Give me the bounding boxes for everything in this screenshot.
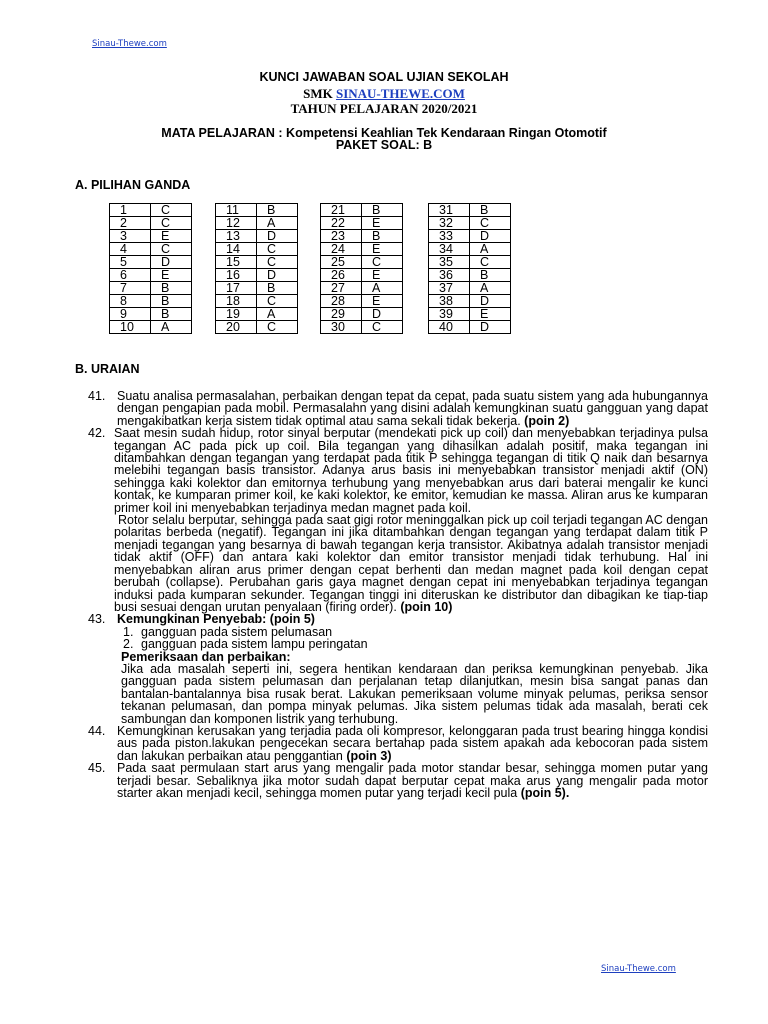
question-number-cell: 30 <box>321 321 362 334</box>
question-number-cell: 17 <box>216 282 257 295</box>
answer-row <box>216 217 298 230</box>
answer-letter-cell: D <box>362 308 403 321</box>
question-number-cell: 20 <box>216 321 257 334</box>
question-45 <box>88 762 708 799</box>
document-title: KUNCI JAWABAN SOAL UJIAN SEKOLAH <box>259 70 509 84</box>
question-number-cell: 37 <box>429 282 470 295</box>
answer-letter-cell: E <box>151 230 192 243</box>
question-42 <box>88 427 708 613</box>
answer-letter-cell: C <box>362 256 403 269</box>
answer-row <box>216 256 298 269</box>
question-number-cell: 29 <box>321 308 362 321</box>
answer-row <box>216 230 298 243</box>
answer-row <box>429 256 511 269</box>
question-43 <box>88 613 708 725</box>
answer-letter-cell: A <box>470 282 511 295</box>
question-number-cell: 11 <box>216 204 257 217</box>
question-number-cell: 14 <box>216 243 257 256</box>
question-number-cell: 18 <box>216 295 257 308</box>
answer-row <box>321 243 403 256</box>
repair-heading: Pemeriksaan dan perbaikan: <box>121 649 291 664</box>
question-number-cell: 36 <box>429 269 470 282</box>
answer-row <box>321 269 403 282</box>
answer-letter-cell: B <box>362 204 403 217</box>
answer-row <box>110 295 192 308</box>
answer-letter-cell: E <box>362 295 403 308</box>
answer-letter-cell: B <box>151 295 192 308</box>
answer-row <box>110 230 192 243</box>
answer-letter-cell: E <box>151 269 192 282</box>
answer-table-4 <box>428 203 511 334</box>
answer-row <box>321 295 403 308</box>
answer-letter-cell: D <box>470 321 511 334</box>
answer-row <box>216 308 298 321</box>
answer-row <box>321 230 403 243</box>
bottom-site-link[interactable]: Sinau-Thewe.com <box>601 964 676 974</box>
answer-letter-cell: B <box>257 204 298 217</box>
answer-letter-cell: D <box>470 295 511 308</box>
question-number: 44. <box>88 723 106 738</box>
answer-letter-cell: E <box>362 269 403 282</box>
answer-letter-cell: C <box>151 243 192 256</box>
answer-row <box>110 269 192 282</box>
answer-row <box>429 269 511 282</box>
question-number-cell: 15 <box>216 256 257 269</box>
answer-paragraph-2: Rotor selalu berputar, sehingga pada saat gigi rotor meninggalkan pick up coil terjadi tegangan AC dengan polaritas berbeda (negatif). Tegangan ini jika ditambahkan dengan tegangan yang terdapat dalam titik P menjadi tegangan yang besarnya di bawah tegangan kerja transistor. Akibatnya adalah transistor menjadi tidak aktif (OFF) dan antara kaki kolektor dan emitor transistor menjadi tidak terhubung. Hal ini menyebabkan aliran arus primer dengan cepat berhenti dan medan magnet pada koil dengan cepat berubah (collapse). Perubahan garis gaya magnet dengan cepat ini menyebabkan terjadinya tegangan induksi pada kumparan sekunder. Tegangan tinggi ini diteruskan ke distributor dan dibagikan ke tiap-tiap busi sesuai dengan urutan penyalaan (firing order). <box>114 513 708 614</box>
question-number-cell: 28 <box>321 295 362 308</box>
question-number-cell: 4 <box>110 243 151 256</box>
question-number-cell: 24 <box>321 243 362 256</box>
answer-row <box>110 256 192 269</box>
answer-letter-cell: E <box>470 308 511 321</box>
question-number-cell: 31 <box>429 204 470 217</box>
points: (poin 10) <box>400 599 453 614</box>
answer-row <box>110 308 192 321</box>
answer-row <box>321 308 403 321</box>
question-number-cell: 21 <box>321 204 362 217</box>
question-number-cell: 3 <box>110 230 151 243</box>
answer-letter-cell: C <box>257 243 298 256</box>
package-line: PAKET SOAL: B <box>335 138 433 152</box>
answer-row <box>429 217 511 230</box>
answer-letter-cell: B <box>362 230 403 243</box>
question-number-cell: 38 <box>429 295 470 308</box>
answer-row <box>429 295 511 308</box>
academic-year: TAHUN PELAJARAN 2020/2021 <box>290 101 478 116</box>
school-line <box>0 86 768 102</box>
list-text: gangguan pada sistem pelumasan <box>141 624 333 639</box>
answer-table-3 <box>320 203 403 334</box>
answer-letter-cell: C <box>470 217 511 230</box>
question-number-cell: 10 <box>110 321 151 334</box>
answer-letter-cell: E <box>362 217 403 230</box>
answer-letter-cell: D <box>470 230 511 243</box>
answer-letter-cell: C <box>151 217 192 230</box>
answer-row <box>321 256 403 269</box>
question-number-cell: 8 <box>110 295 151 308</box>
answer-row <box>216 269 298 282</box>
answer-letter-cell: B <box>470 269 511 282</box>
question-number-cell: 1 <box>110 204 151 217</box>
question-number: 45. <box>88 761 106 776</box>
answer-row <box>429 308 511 321</box>
answer-row <box>110 204 192 217</box>
answer-letter-cell: A <box>151 321 192 334</box>
answer-row <box>110 282 192 295</box>
question-number-cell: 27 <box>321 282 362 295</box>
answer-letter-cell: C <box>470 256 511 269</box>
answer-table-2 <box>215 203 298 334</box>
answer-letter-cell: C <box>257 295 298 308</box>
list-text: gangguan pada sistem lampu peringatan <box>141 637 368 652</box>
question-number-cell: 2 <box>110 217 151 230</box>
school-prefix: SMK <box>303 86 336 101</box>
answer-row <box>429 230 511 243</box>
answer-letter-cell: C <box>151 204 192 217</box>
points: (poin 5). <box>520 786 570 800</box>
answer-letter-cell: B <box>151 282 192 295</box>
cause-heading: Kemungkinan Penyebab: (poin 5) <box>117 612 315 627</box>
question-number-cell: 25 <box>321 256 362 269</box>
answer-row <box>321 217 403 230</box>
answer-letter-cell: E <box>362 243 403 256</box>
question-number-cell: 40 <box>429 321 470 334</box>
top-site-link[interactable]: Sinau-Thewe.com <box>92 39 167 49</box>
school-url-link[interactable]: SINAU-THEWE.COM <box>335 86 465 101</box>
answer-letter-cell: C <box>257 321 298 334</box>
list-item <box>117 638 708 650</box>
answer-row <box>429 204 511 217</box>
answer-row <box>216 282 298 295</box>
points: (poin 2) <box>524 413 570 428</box>
answer-letter-cell: A <box>257 217 298 230</box>
answer-letter-cell: D <box>151 256 192 269</box>
answer-paragraph-1: Saat mesin sudah hidup, rotor sinyal berputar (mendekati pick up coil) dan menyebabkan terjadinya pulsa tegangan AC pada pick up coil. Bila tegangan yang dihasilkan adalah positif, maka tegangan ini ditambahkan dengan tegangan yang terdapat pada titik P sehingga tegangan di titik Q naik dan besarnya melebihi tegangan basis transistor. Adanya arus basis ini menyebabkan transistor menjadi aktif (ON) sehingga kaki kolektor dan emitornya terhubung yang menyebabkan arus dari baterai mengalir ke kunci kontak, ke kumparan primer koil, ke kaki kolektor, ke emitor, kemudian ke massa. Aliran arus ke kumparan primer koil ini menyebabkan terjadinya medan magnet pada koil. <box>114 426 708 515</box>
question-number-cell: 6 <box>110 269 151 282</box>
answer-row <box>321 204 403 217</box>
answer-row <box>321 282 403 295</box>
question-41 <box>88 390 708 427</box>
subject-line: MATA PELAJARAN : Kompetensi Keahlian Tek Kendaraan Ringan Otomotif <box>161 126 607 140</box>
question-number-cell: 33 <box>429 230 470 243</box>
question-number: 43. <box>88 612 106 627</box>
question-number-cell: 5 <box>110 256 151 269</box>
answer-row <box>110 217 192 230</box>
answer-text: Suatu analisa permasalahan, perbaikan dengan tepat da cepat, pada suatu sistem yang ada hubungannya dengan pengapian pada mobil. Permasalahn yang disini adalah kemungkinan suatu gangguan yang dapat mengakibatkan kerja sistem tidak optimal atau sama sekali tidak bekerja. <box>117 389 708 428</box>
question-number-cell: 19 <box>216 308 257 321</box>
answer-row <box>216 321 298 334</box>
question-number-cell: 12 <box>216 217 257 230</box>
question-number: 41. <box>88 389 106 403</box>
answer-row <box>429 321 511 334</box>
answer-letter-cell: A <box>470 243 511 256</box>
answer-letter-cell: C <box>257 256 298 269</box>
answer-letter-cell: A <box>257 308 298 321</box>
answer-letter-cell: A <box>362 282 403 295</box>
question-number-cell: 22 <box>321 217 362 230</box>
question-number-cell: 13 <box>216 230 257 243</box>
answer-letter-cell: B <box>257 282 298 295</box>
repair-text: Jika ada masalah seperti ini, segera hentikan kendaraan dan periksa kemungkinan penyebab. Jika gangguan pada sistem pelumasan dan perjalanan tetap dilanjutkan, mesin bisa sangat panas dan bantalan-bantalannya bisa rusak berat. Lakukan pemeriksaan volume minyak pelumas, periksa sensor tekanan pelumasan, dan pompa minyak pelumas. Jika sistem pelumas tidak ada masalah, berati cek sambungan dan komponen listrik yang terhubung. <box>121 661 708 726</box>
answer-letter-cell: B <box>151 308 192 321</box>
answer-row <box>216 243 298 256</box>
answer-row <box>110 243 192 256</box>
essay-answers <box>88 390 708 799</box>
answer-letter-cell: B <box>470 204 511 217</box>
answer-row <box>429 282 511 295</box>
answer-text: Pada saat permulaan start arus yang mengalir pada motor standar besar, sehingga momen putar yang terjadi besar. Sebaliknya jika motor sudah dapat berputar cepat maka arus yang mengalir pada motor starter akan menjadi kecil, sehingga momen putar yang terjadi kecil pula <box>117 761 708 800</box>
answer-letter-cell: C <box>362 321 403 334</box>
question-number-cell: 16 <box>216 269 257 282</box>
answer-row <box>321 321 403 334</box>
answer-row <box>110 321 192 334</box>
answer-row <box>216 204 298 217</box>
question-number-cell: 39 <box>429 308 470 321</box>
question-number-cell: 23 <box>321 230 362 243</box>
question-number-cell: 32 <box>429 217 470 230</box>
answer-letter-cell: D <box>257 230 298 243</box>
question-number-cell: 35 <box>429 256 470 269</box>
answer-row <box>216 295 298 308</box>
section-b-heading: B. URAIAN <box>75 362 140 376</box>
section-a-heading: A. PILIHAN GANDA <box>75 178 191 192</box>
question-number-cell: 7 <box>110 282 151 295</box>
answer-letter-cell: D <box>257 269 298 282</box>
question-44 <box>88 725 708 762</box>
answer-text: Kemungkinan kerusakan yang terjadia pada oli kompresor, kelonggaran pada trust bearing hingga kondisi aus pada piston.lakukan pengecekan secara bertahap pada sistem apakah ada kebocoran pada sistem dan lakukan perbaikan atau penggantian <box>117 723 708 763</box>
question-number-cell: 26 <box>321 269 362 282</box>
list-number: 2. <box>123 637 134 652</box>
question-number-cell: 9 <box>110 308 151 321</box>
points: (poin 3) <box>346 748 392 763</box>
answer-table-1 <box>109 203 192 334</box>
list-number: 1. <box>123 624 134 639</box>
answer-row <box>429 243 511 256</box>
question-number-cell: 34 <box>429 243 470 256</box>
question-number: 42. <box>88 426 106 441</box>
